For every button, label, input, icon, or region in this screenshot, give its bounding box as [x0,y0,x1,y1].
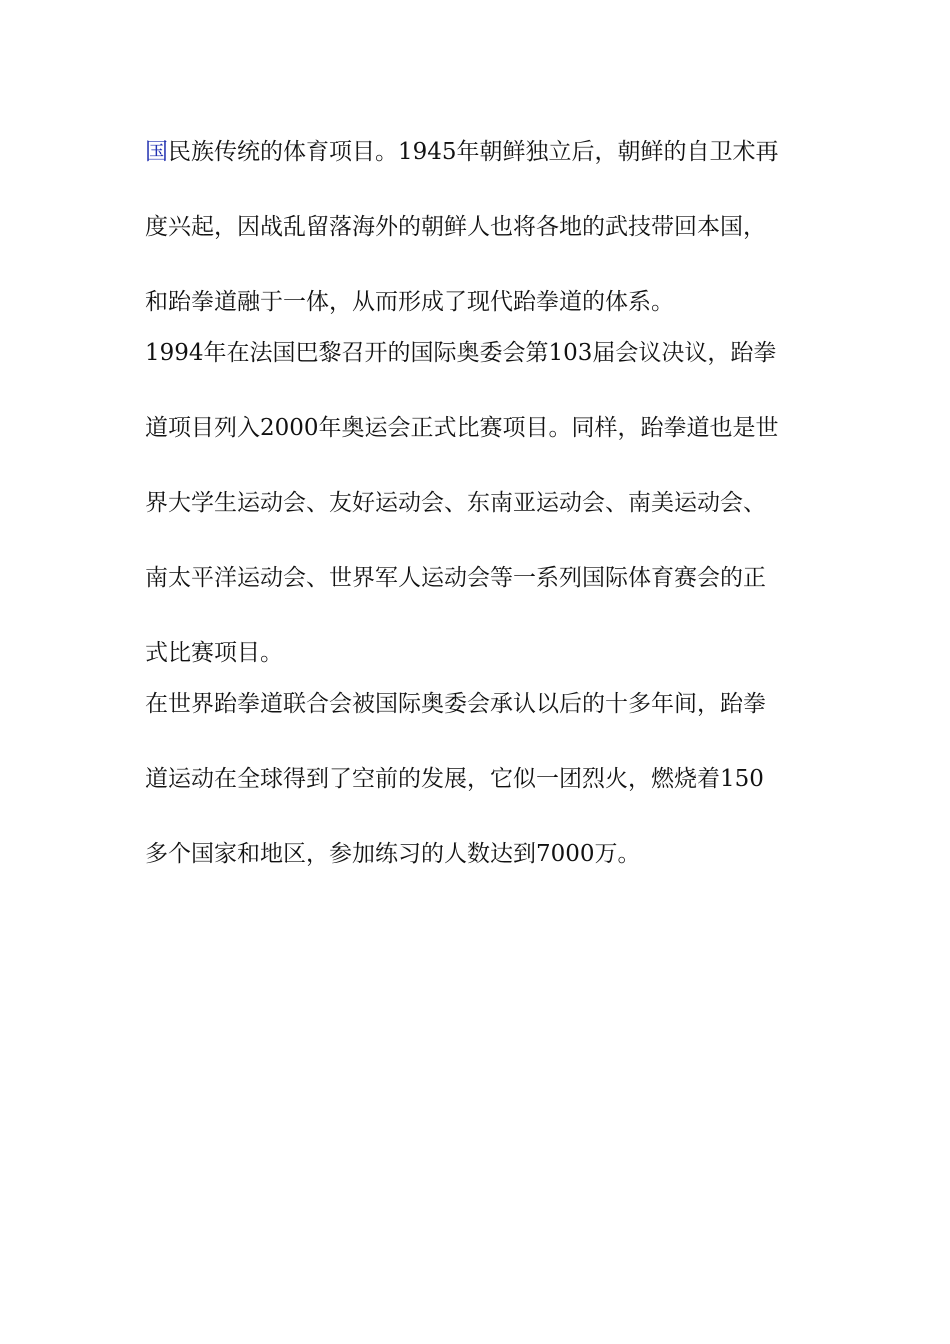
paragraph-line: 道项目列入2000年奥运会正式比赛项目。同样，跆拳道也是世 [145,415,779,441]
paragraph-line: 南太平洋运动会、世界军人运动会等一系列国际体育赛会的正 [145,565,766,591]
paragraph-3 [145,682,815,883]
paragraph-line: 界大学生运动会、友好运动会、东南亚运动会、南美运动会、 [145,490,766,516]
paragraph-line: 式比赛项目。 [145,640,283,666]
paragraph-2 [145,331,815,682]
paragraph-line: 1994年在法国巴黎召开的国际奥委会第103届会议决议，跆拳 [145,340,777,366]
paragraph-line: 多个国家和地区，参加练习的人数达到7000万。 [145,841,641,867]
paragraph-line: 道运动在全球得到了空前的发展，它似一团烈火，燃烧着150 [145,766,764,792]
paragraph-line: 和跆拳道融于一体，从而形成了现代跆拳道的体系。 [145,289,674,315]
paragraph-line: 在世界跆拳道联合会被国际奥委会承认以后的十多年间，跆拳 [145,691,766,717]
document-body [145,130,815,883]
paragraph-1 [145,130,815,331]
linked-char[interactable]: 国 [145,139,168,165]
paragraph-line: 国民族传统的体育项目。1945年朝鲜独立后，朝鲜的自卫术再 [145,139,779,165]
paragraph-line: 度兴起，因战乱留落海外的朝鲜人也将各地的武技带回本国， [145,214,766,240]
